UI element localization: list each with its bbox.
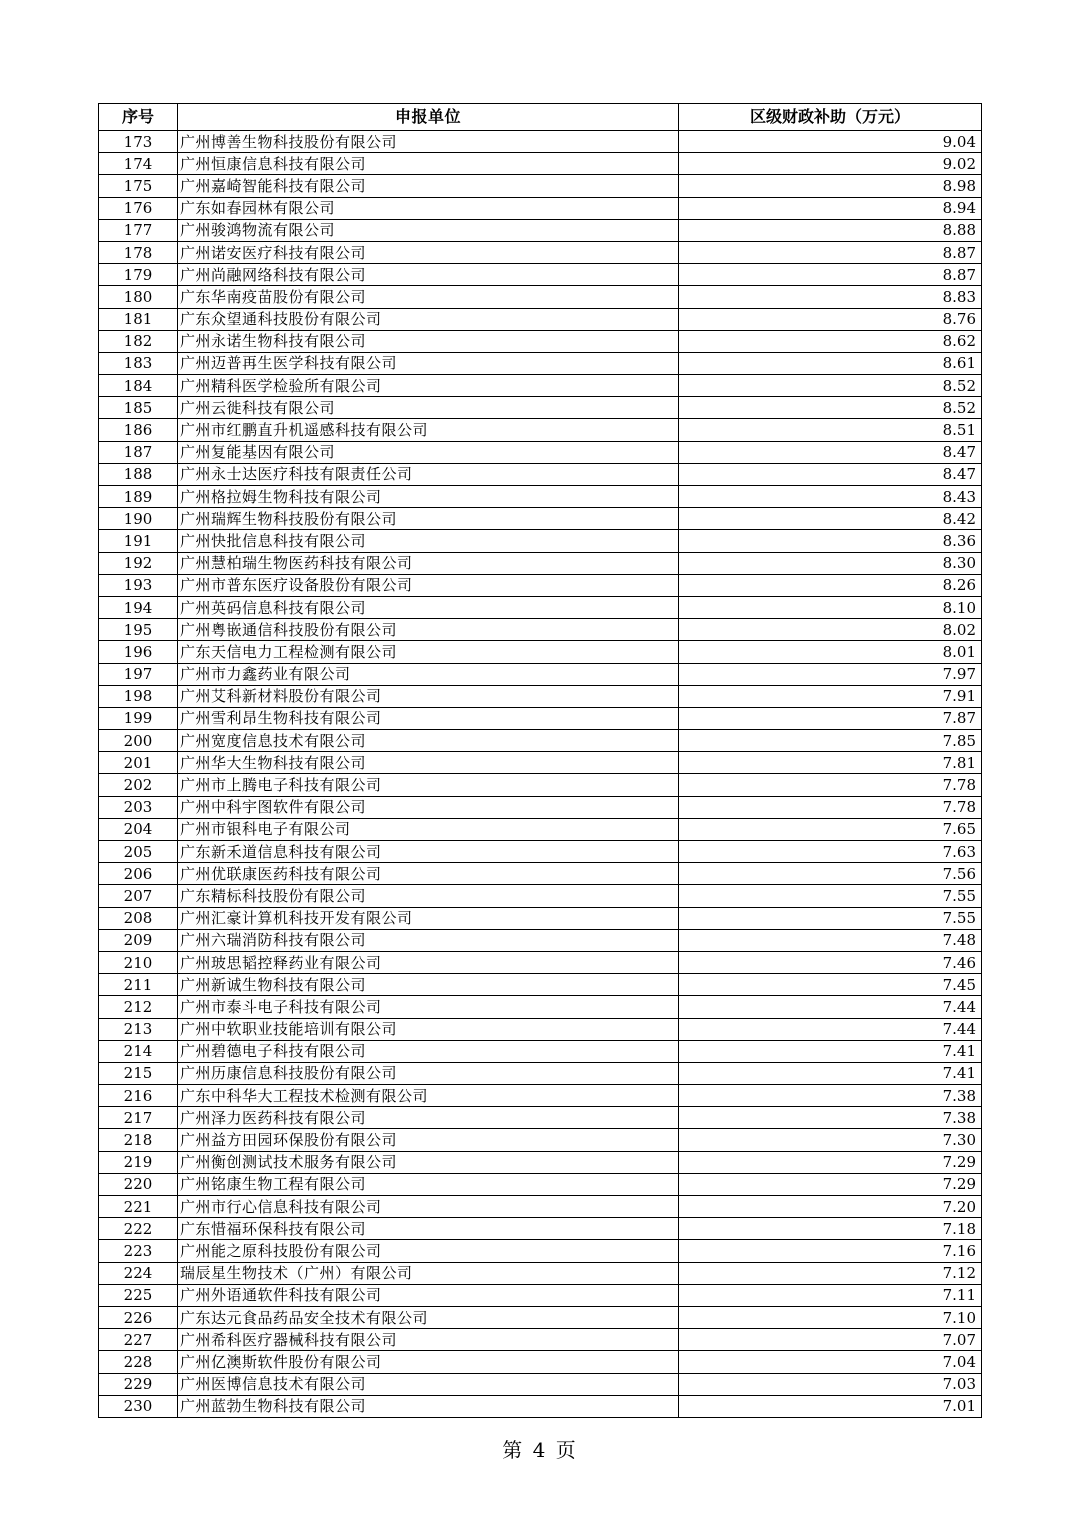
cell-applicant-unit: 广州玻思韬控释药业有限公司 [178,951,679,973]
table-row [99,330,982,352]
table-row [99,153,982,175]
cell-serial-number: 175 [99,175,178,197]
cell-subsidy-amount: 8.47 [679,441,982,463]
cell-serial-number: 222 [99,1218,178,1240]
cell-serial-number: 197 [99,663,178,685]
cell-subsidy-amount: 7.07 [679,1329,982,1351]
cell-applicant-unit: 广州粤嵌通信科技股份有限公司 [178,619,679,641]
cell-subsidy-amount: 9.04 [679,131,982,153]
cell-applicant-unit: 广州新诚生物科技有限公司 [178,974,679,996]
table-row [99,375,982,397]
table-row [99,774,982,796]
table-row [99,308,982,330]
cell-serial-number: 186 [99,419,178,441]
cell-subsidy-amount: 7.38 [679,1085,982,1107]
cell-serial-number: 219 [99,1151,178,1173]
table-row [99,1306,982,1328]
cell-serial-number: 210 [99,951,178,973]
cell-applicant-unit: 广州复能基因有限公司 [178,441,679,463]
cell-serial-number: 227 [99,1329,178,1351]
cell-subsidy-amount: 8.30 [679,552,982,574]
cell-applicant-unit: 广州宽度信息技术有限公司 [178,730,679,752]
page-number: 第 4 页 [502,1438,578,1462]
cell-serial-number: 189 [99,486,178,508]
table-body [99,131,982,1418]
cell-serial-number: 178 [99,241,178,263]
table-row [99,175,982,197]
cell-applicant-unit: 广州永士达医疗科技有限责任公司 [178,463,679,485]
cell-applicant-unit: 广东华南疫苗股份有限公司 [178,286,679,308]
cell-serial-number: 223 [99,1240,178,1262]
table-row [99,929,982,951]
table-row [99,1262,982,1284]
cell-subsidy-amount: 7.97 [679,663,982,685]
cell-serial-number: 181 [99,308,178,330]
cell-subsidy-amount: 9.02 [679,153,982,175]
cell-subsidy-amount: 7.11 [679,1284,982,1306]
cell-applicant-unit: 广州华大生物科技有限公司 [178,752,679,774]
cell-subsidy-amount: 8.02 [679,619,982,641]
cell-serial-number: 182 [99,330,178,352]
cell-subsidy-amount: 7.55 [679,907,982,929]
cell-applicant-unit: 广州汇豪计算机科技开发有限公司 [178,907,679,929]
table-row [99,907,982,929]
cell-serial-number: 177 [99,219,178,241]
cell-subsidy-amount: 8.83 [679,286,982,308]
cell-applicant-unit: 广州云徙科技有限公司 [178,397,679,419]
cell-applicant-unit: 广州诺安医疗科技有限公司 [178,241,679,263]
cell-subsidy-amount: 7.87 [679,707,982,729]
cell-applicant-unit: 广州市上腾电子科技有限公司 [178,774,679,796]
table-row [99,885,982,907]
table-row [99,1240,982,1262]
table-row [99,619,982,641]
cell-serial-number: 195 [99,619,178,641]
table-row [99,352,982,374]
header-applicant-unit: 申报单位 [178,104,679,131]
cell-subsidy-amount: 8.51 [679,419,982,441]
table-row [99,1351,982,1373]
table-row [99,286,982,308]
cell-applicant-unit: 广东达元食品药品安全技术有限公司 [178,1306,679,1328]
cell-applicant-unit: 广州优联康医药科技有限公司 [178,863,679,885]
table-header-row [99,104,982,131]
cell-applicant-unit: 广东天信电力工程检测有限公司 [178,641,679,663]
cell-applicant-unit: 广州迈普再生医学科技有限公司 [178,352,679,374]
cell-serial-number: 176 [99,197,178,219]
table-row [99,707,982,729]
header-serial-number: 序号 [99,104,178,131]
table-row [99,974,982,996]
table-row [99,1373,982,1395]
cell-applicant-unit: 广东如春园林有限公司 [178,197,679,219]
table-row [99,1151,982,1173]
table-row [99,1107,982,1129]
cell-subsidy-amount: 7.38 [679,1107,982,1129]
cell-applicant-unit: 广州博善生物科技股份有限公司 [178,131,679,153]
cell-serial-number: 188 [99,463,178,485]
cell-subsidy-amount: 8.52 [679,397,982,419]
cell-applicant-unit: 广州恒康信息科技有限公司 [178,153,679,175]
table-row [99,752,982,774]
cell-subsidy-amount: 7.29 [679,1151,982,1173]
cell-serial-number: 198 [99,685,178,707]
table-row [99,730,982,752]
cell-subsidy-amount: 8.36 [679,530,982,552]
cell-applicant-unit: 广州市力鑫药业有限公司 [178,663,679,685]
cell-subsidy-amount: 8.62 [679,330,982,352]
cell-subsidy-amount: 8.87 [679,264,982,286]
cell-serial-number: 204 [99,818,178,840]
cell-serial-number: 179 [99,264,178,286]
cell-serial-number: 174 [99,153,178,175]
table-row [99,1173,982,1195]
cell-applicant-unit: 广州永诺生物科技有限公司 [178,330,679,352]
cell-subsidy-amount: 7.46 [679,951,982,973]
cell-applicant-unit: 广州市泰斗电子科技有限公司 [178,996,679,1018]
table-row [99,486,982,508]
cell-subsidy-amount: 7.78 [679,774,982,796]
cell-subsidy-amount: 7.78 [679,796,982,818]
cell-serial-number: 199 [99,707,178,729]
cell-applicant-unit: 广州铭康生物工程有限公司 [178,1173,679,1195]
cell-subsidy-amount: 7.41 [679,1062,982,1084]
cell-serial-number: 217 [99,1107,178,1129]
cell-subsidy-amount: 7.12 [679,1262,982,1284]
table-row [99,1284,982,1306]
cell-serial-number: 208 [99,907,178,929]
cell-applicant-unit: 广州快批信息科技有限公司 [178,530,679,552]
cell-serial-number: 209 [99,929,178,951]
cell-subsidy-amount: 8.87 [679,241,982,263]
cell-subsidy-amount: 8.26 [679,574,982,596]
cell-subsidy-amount: 8.88 [679,219,982,241]
table-row [99,508,982,530]
cell-serial-number: 180 [99,286,178,308]
cell-applicant-unit: 广州慧柏瑞生物医药科技有限公司 [178,552,679,574]
cell-subsidy-amount: 8.10 [679,596,982,618]
cell-applicant-unit: 广东众望通科技股份有限公司 [178,308,679,330]
cell-serial-number: 192 [99,552,178,574]
cell-serial-number: 220 [99,1173,178,1195]
cell-applicant-unit: 广州艾科新材料股份有限公司 [178,685,679,707]
cell-subsidy-amount: 7.44 [679,1018,982,1040]
cell-subsidy-amount: 7.91 [679,685,982,707]
cell-applicant-unit: 广州英码信息科技有限公司 [178,596,679,618]
cell-serial-number: 215 [99,1062,178,1084]
table-row [99,1218,982,1240]
cell-subsidy-amount: 7.03 [679,1373,982,1395]
cell-serial-number: 193 [99,574,178,596]
subsidy-table [98,103,982,1418]
table-row [99,197,982,219]
cell-subsidy-amount: 7.65 [679,818,982,840]
cell-serial-number: 205 [99,841,178,863]
cell-subsidy-amount: 7.10 [679,1306,982,1328]
cell-serial-number: 185 [99,397,178,419]
table-row [99,441,982,463]
cell-subsidy-amount: 7.85 [679,730,982,752]
table-row [99,463,982,485]
cell-applicant-unit: 广州希科医疗器械科技有限公司 [178,1329,679,1351]
cell-subsidy-amount: 7.20 [679,1196,982,1218]
table-row [99,1395,982,1417]
cell-applicant-unit: 广州医博信息技术有限公司 [178,1373,679,1395]
cell-serial-number: 214 [99,1040,178,1062]
cell-applicant-unit: 广州外语通软件科技有限公司 [178,1284,679,1306]
table-row [99,552,982,574]
cell-serial-number: 206 [99,863,178,885]
cell-serial-number: 221 [99,1196,178,1218]
cell-serial-number: 200 [99,730,178,752]
cell-applicant-unit: 广州中软职业技能培训有限公司 [178,1018,679,1040]
cell-applicant-unit: 瑞辰星生物技术（广州）有限公司 [178,1262,679,1284]
cell-applicant-unit: 广州历康信息科技股份有限公司 [178,1062,679,1084]
table-row [99,863,982,885]
cell-applicant-unit: 广州泽力医药科技有限公司 [178,1107,679,1129]
cell-applicant-unit: 广东新禾道信息科技有限公司 [178,841,679,863]
cell-serial-number: 229 [99,1373,178,1395]
table-row [99,1018,982,1040]
table-row [99,264,982,286]
cell-applicant-unit: 广州能之原科技股份有限公司 [178,1240,679,1262]
table-row [99,131,982,153]
cell-applicant-unit: 广州亿澳斯软件股份有限公司 [178,1351,679,1373]
cell-applicant-unit: 广州瑞辉生物科技股份有限公司 [178,508,679,530]
cell-subsidy-amount: 7.45 [679,974,982,996]
table-row [99,596,982,618]
header-subsidy-amount: 区级财政补助（万元） [679,104,982,131]
cell-applicant-unit: 广州六瑞消防科技有限公司 [178,929,679,951]
cell-serial-number: 203 [99,796,178,818]
cell-serial-number: 224 [99,1262,178,1284]
cell-applicant-unit: 广东中科华大工程技术检测有限公司 [178,1085,679,1107]
table-row [99,1129,982,1151]
cell-applicant-unit: 广州骏鸿物流有限公司 [178,219,679,241]
cell-applicant-unit: 广州雪利昂生物科技有限公司 [178,707,679,729]
cell-serial-number: 187 [99,441,178,463]
cell-applicant-unit: 广东惜福环保科技有限公司 [178,1218,679,1240]
cell-subsidy-amount: 8.47 [679,463,982,485]
cell-applicant-unit: 广州益方田园环保股份有限公司 [178,1129,679,1151]
cell-serial-number: 190 [99,508,178,530]
table-row [99,818,982,840]
table-row [99,1329,982,1351]
cell-subsidy-amount: 7.63 [679,841,982,863]
cell-serial-number: 207 [99,885,178,907]
cell-applicant-unit: 广州衡创测试技术服务有限公司 [178,1151,679,1173]
cell-serial-number: 191 [99,530,178,552]
cell-serial-number: 202 [99,774,178,796]
cell-applicant-unit: 广州嘉崎智能科技有限公司 [178,175,679,197]
cell-serial-number: 196 [99,641,178,663]
table-row [99,841,982,863]
cell-applicant-unit: 广州格拉姆生物科技有限公司 [178,486,679,508]
cell-serial-number: 212 [99,996,178,1018]
table-row [99,641,982,663]
cell-subsidy-amount: 8.61 [679,352,982,374]
cell-serial-number: 228 [99,1351,178,1373]
table-row [99,663,982,685]
cell-applicant-unit: 广州精科医学检验所有限公司 [178,375,679,397]
table-row [99,530,982,552]
table-row [99,685,982,707]
cell-serial-number: 211 [99,974,178,996]
cell-subsidy-amount: 7.16 [679,1240,982,1262]
cell-subsidy-amount: 7.30 [679,1129,982,1151]
table-row [99,1062,982,1084]
cell-applicant-unit: 广州碧德电子科技有限公司 [178,1040,679,1062]
cell-serial-number: 183 [99,352,178,374]
cell-subsidy-amount: 8.98 [679,175,982,197]
cell-subsidy-amount: 7.81 [679,752,982,774]
table-row [99,996,982,1018]
cell-applicant-unit: 广州市红鹏直升机遥感科技有限公司 [178,419,679,441]
cell-serial-number: 184 [99,375,178,397]
cell-subsidy-amount: 7.56 [679,863,982,885]
cell-serial-number: 226 [99,1306,178,1328]
cell-subsidy-amount: 8.52 [679,375,982,397]
cell-subsidy-amount: 7.44 [679,996,982,1018]
table-row [99,1040,982,1062]
cell-applicant-unit: 广州市行心信息科技有限公司 [178,1196,679,1218]
cell-applicant-unit: 广州中科宇图软件有限公司 [178,796,679,818]
cell-serial-number: 173 [99,131,178,153]
cell-serial-number: 213 [99,1018,178,1040]
cell-serial-number: 201 [99,752,178,774]
cell-subsidy-amount: 7.04 [679,1351,982,1373]
cell-subsidy-amount: 7.41 [679,1040,982,1062]
cell-subsidy-amount: 8.43 [679,486,982,508]
table-row [99,219,982,241]
table-row [99,1085,982,1107]
cell-subsidy-amount: 7.18 [679,1218,982,1240]
cell-serial-number: 216 [99,1085,178,1107]
cell-serial-number: 230 [99,1395,178,1417]
table-row [99,397,982,419]
table-row [99,796,982,818]
cell-subsidy-amount: 7.29 [679,1173,982,1195]
cell-serial-number: 194 [99,596,178,618]
cell-subsidy-amount: 7.55 [679,885,982,907]
cell-serial-number: 218 [99,1129,178,1151]
table-row [99,574,982,596]
table-row [99,1196,982,1218]
cell-subsidy-amount: 7.48 [679,929,982,951]
table-row [99,241,982,263]
cell-subsidy-amount: 8.42 [679,508,982,530]
table-row [99,419,982,441]
cell-applicant-unit: 广东精标科技股份有限公司 [178,885,679,907]
cell-applicant-unit: 广州市普东医疗设备股份有限公司 [178,574,679,596]
cell-applicant-unit: 广州蓝勃生物科技有限公司 [178,1395,679,1417]
cell-applicant-unit: 广州市银科电子有限公司 [178,818,679,840]
table-row [99,951,982,973]
cell-serial-number: 225 [99,1284,178,1306]
cell-subsidy-amount: 8.94 [679,197,982,219]
cell-subsidy-amount: 8.01 [679,641,982,663]
cell-applicant-unit: 广州尚融网络科技有限公司 [178,264,679,286]
cell-subsidy-amount: 8.76 [679,308,982,330]
cell-subsidy-amount: 7.01 [679,1395,982,1417]
